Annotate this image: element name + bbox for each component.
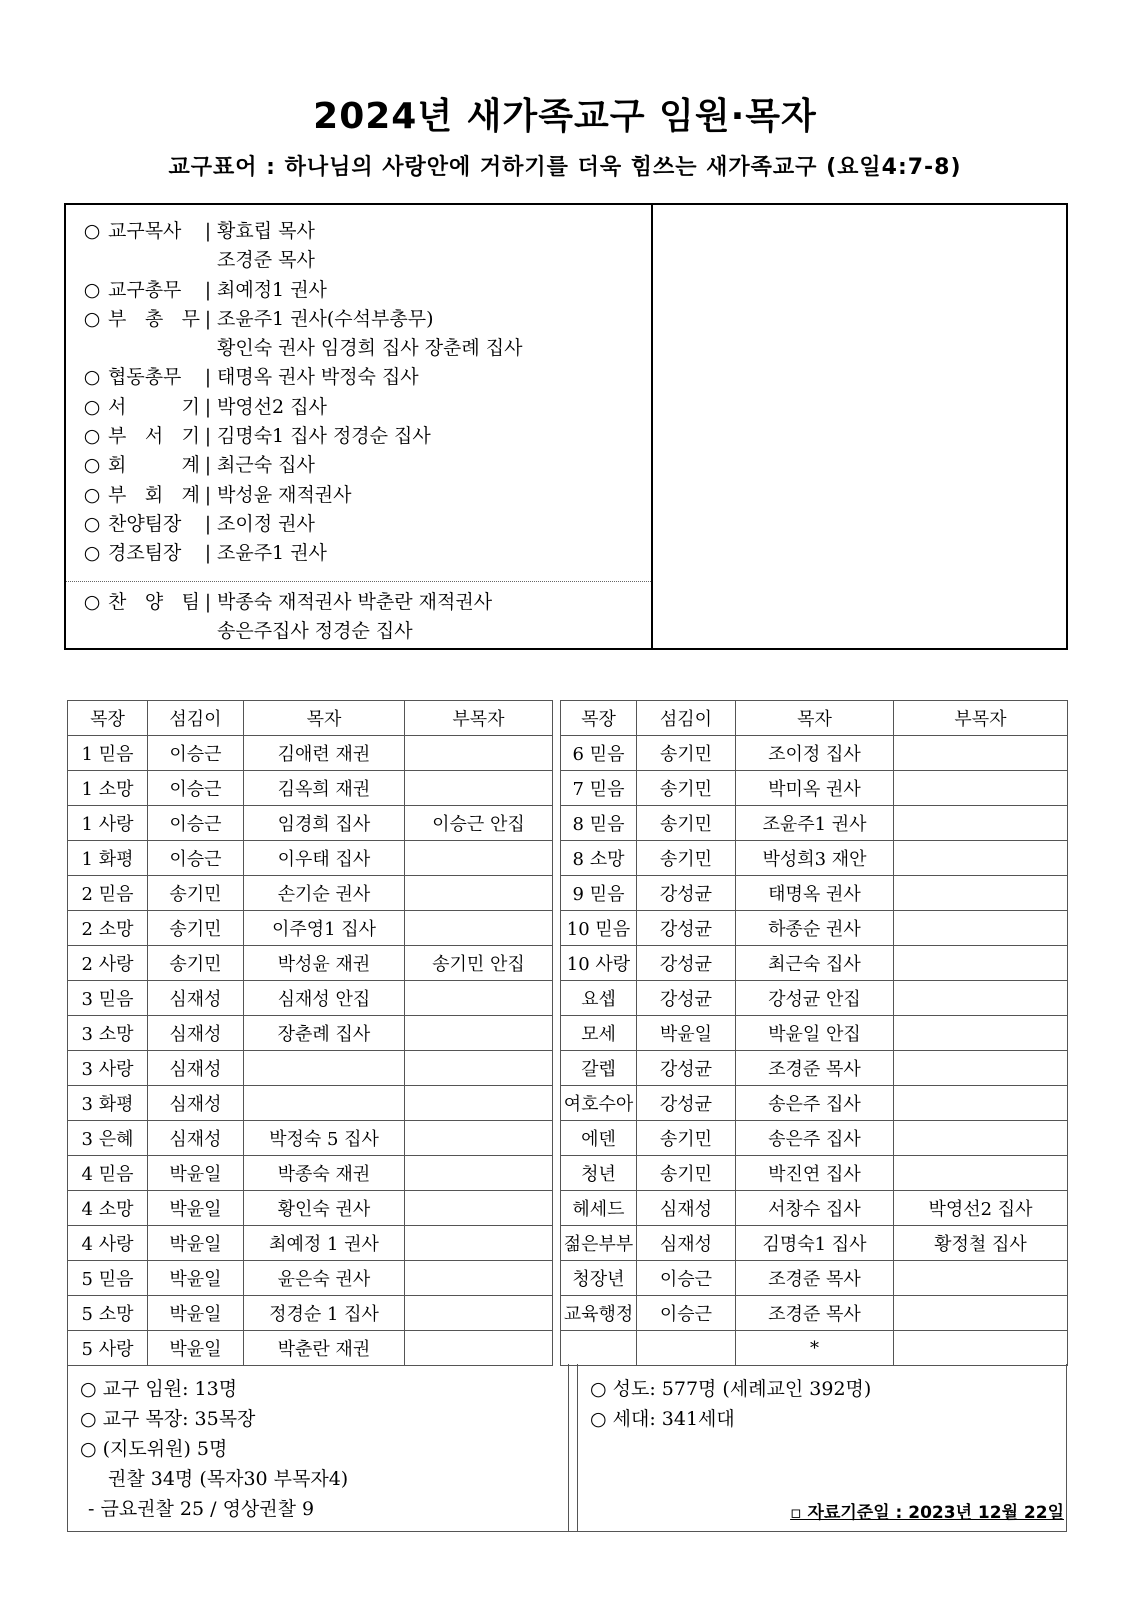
officer-row [80,305,645,334]
table-cell: 강성균 [637,1051,736,1086]
table-cell: 박윤일 [148,1331,244,1366]
table-cell: 10 믿음 [561,911,637,946]
column-gap [553,1051,561,1086]
table-cell: 이승근 [148,841,244,876]
separator: | [204,220,212,242]
table-cell: 5 소망 [68,1296,148,1331]
circle-icon: ○ [83,483,101,506]
table-cell: 심재성 [148,1086,244,1121]
table-cell [405,736,553,771]
table-cell: 박윤일 [148,1296,244,1331]
table-cell: 교육행정 [561,1296,637,1331]
table-cell: 7 믿음 [561,771,637,806]
officer-row [80,510,645,539]
table-cell: 송기민 [637,771,736,806]
table-cell: 강성균 [637,876,736,911]
table-cell: 심재성 [637,1226,736,1261]
summary-right [577,1364,1066,1531]
table-cell: 송기민 안집 [405,946,553,981]
officer-names: 태명옥 권사 박정숙 집사 [217,366,419,389]
separator: | [204,425,212,448]
table-row [68,1261,1068,1296]
table-cell: 강성균 [637,946,736,981]
table-cell: 황정철 집사 [894,1226,1068,1261]
column-gap [553,911,561,946]
table-header-row [68,701,1068,736]
officer-names: 박성윤 재적권사 [217,483,352,506]
table-cell [405,876,553,911]
table-cell [637,1331,736,1366]
table-cell [894,1121,1068,1156]
table-cell: 정경순 1 집사 [244,1296,405,1331]
table-row [68,771,1068,806]
table-cell: 송은주 집사 [736,1086,894,1121]
separator: | [204,454,212,477]
officer-role: 교구목사 [108,220,182,242]
table-cell: 모세 [561,1016,637,1051]
table-cell: 송기민 [637,841,736,876]
data-date-note: ▫ 자료기준일 : 2023년 12월 22일 [790,1503,1064,1523]
table-cell: 9 믿음 [561,876,637,911]
summary-left [68,1364,569,1531]
officers-box [64,203,1068,650]
column-gap [553,981,561,1016]
table-cell: 청년 [561,1156,637,1191]
officer-names: 송은주집사 정경순 집사 [217,620,413,643]
table-cell: 강성균 [637,911,736,946]
table-cell [405,1331,553,1366]
table-row [68,981,1068,1016]
table-cell: 2 소망 [68,911,148,946]
summary-box [67,1364,1067,1532]
table-row [68,806,1068,841]
table-cell: 6 믿음 [561,736,637,771]
table-cell [405,841,553,876]
table-cell: 박춘란 재권 [244,1331,405,1366]
table-cell: 4 소망 [68,1191,148,1226]
table-cell: 박윤일 [637,1016,736,1051]
table-cell: 3 은혜 [68,1121,148,1156]
column-gap [553,701,561,736]
table-cell: 심재성 안집 [244,981,405,1016]
table-cell [405,1086,553,1121]
separator: | [204,542,212,565]
table-row [68,736,1068,771]
table-cell: 강성균 안집 [736,981,894,1016]
dotted-divider [66,581,651,582]
column-gap [553,1226,561,1261]
table-cell [405,771,553,806]
table-cell: 박종숙 재권 [244,1156,405,1191]
column-gap [553,1331,561,1366]
table-cell: 조경준 목사 [736,1261,894,1296]
column-gap [553,1191,561,1226]
table-cell: 여호수아 [561,1086,637,1121]
table-cell: 조이정 집사 [736,736,894,771]
officer-row [80,481,645,510]
table-cell: 심재성 [148,981,244,1016]
table-cell: 1 화평 [68,841,148,876]
column-gap [553,1086,561,1121]
blank-panel [653,205,1066,648]
officer-row [80,246,645,275]
table-cell [405,981,553,1016]
table-cell: 2 사랑 [68,946,148,981]
table-cell: 1 믿음 [68,736,148,771]
table-cell: 5 믿음 [68,1261,148,1296]
officer-role: 경조팀장 [108,542,182,565]
column-header: 목장 [561,701,637,736]
table-cell: 박윤일 안집 [736,1016,894,1051]
officer-names: 박종숙 재적권사 박춘란 재적권사 [217,591,493,613]
table-row [68,1086,1068,1121]
table-cell [894,806,1068,841]
column-gap [553,1156,561,1191]
officer-names: 조윤주1 권사 [217,542,327,565]
officer-role: 회 계 [108,454,200,477]
table-cell [405,1051,553,1086]
circle-icon: ○ [83,425,101,448]
officer-row [80,334,645,363]
table-cell: 박미옥 권사 [736,771,894,806]
officer-role: 부 서 기 [108,425,200,448]
table-cell: 요셉 [561,981,637,1016]
table-row [68,1191,1068,1226]
separator: | [204,483,212,506]
column-gap [553,1261,561,1296]
officer-names: 조이정 권사 [217,512,315,535]
column-gap [553,771,561,806]
table-row [68,841,1068,876]
table-cell: 박진연 집사 [736,1156,894,1191]
officer-role: 부 회 계 [108,483,200,506]
table-row [68,1331,1068,1366]
page-subtitle: 교구표어 : 하나님의 사랑안에 거하기를 더욱 힘쓰는 새가족교구 (요일4:7-8) [168,155,962,180]
officer-role: 협동총무 [108,366,182,389]
table-cell [894,841,1068,876]
table-cell: 이승근 [148,806,244,841]
column-header: 섬김이 [148,701,244,736]
circle-icon: ○ [83,307,101,330]
table-cell: 송은주 집사 [736,1121,894,1156]
table-cell [894,981,1068,1016]
table-cell: 김애련 재권 [244,736,405,771]
table-cell: 송기민 [148,946,244,981]
table-cell [894,911,1068,946]
column-gap [553,806,561,841]
officer-row [80,451,645,480]
table-cell: 이우태 집사 [244,841,405,876]
table-cell [894,946,1068,981]
table-cell: 하종순 권사 [736,911,894,946]
table-cell [561,1331,637,1366]
column-gap [553,1296,561,1331]
officer-list [80,217,645,569]
officer-row [80,393,645,422]
table-cell: 젊은부부 [561,1226,637,1261]
officer-names: 황인숙 권사 임경희 집사 장춘례 집사 [217,337,523,360]
table-cell: 황인숙 권사 [244,1191,405,1226]
circle-icon: ○ [83,278,101,301]
table-cell [894,1261,1068,1296]
officer-role: 부 총 무 [108,307,200,330]
table-cell: 심재성 [148,1121,244,1156]
table-cell: 3 화평 [68,1086,148,1121]
table-cell: 이승근 [148,736,244,771]
table-cell: 조경준 목사 [736,1296,894,1331]
cell-group-table [67,700,1068,1366]
table-cell [405,1156,553,1191]
table-cell [405,1016,553,1051]
table-cell: 최근숙 집사 [736,946,894,981]
summary-line: - 금요권찰 25 / 영상권찰 9 [88,1498,315,1520]
summary-line: ○ 성도: 577명 (세례교인 392명) [590,1378,872,1400]
table-cell: 박영선2 집사 [894,1191,1068,1226]
table-cell [894,1331,1068,1366]
summary-line: ○ (지도위원) 5명 [80,1438,228,1460]
summary-line: ○ 교구 목장: 35목장 [80,1408,256,1430]
circle-icon: ○ [83,454,101,477]
officer-names: 김명숙1 집사 정경순 집사 [217,425,431,448]
separator: | [204,591,212,613]
table-cell: 박성윤 재권 [244,946,405,981]
table-cell [405,911,553,946]
separator: | [204,512,212,535]
column-gap [553,736,561,771]
table-cell: 3 소망 [68,1016,148,1051]
table-cell: 심재성 [637,1191,736,1226]
table-cell: 박윤일 [148,1156,244,1191]
table-cell [894,771,1068,806]
table-cell: 2 믿음 [68,876,148,911]
column-header: 섬김이 [637,701,736,736]
table-cell [894,1296,1068,1331]
officer-names: 박영선2 집사 [217,395,327,418]
officer-row [80,539,645,568]
officer-row [80,617,645,646]
officer-row [80,588,645,617]
officers-panel [66,205,653,648]
table-cell: 송기민 [637,806,736,841]
column-header: 부목자 [894,701,1068,736]
table-row [68,1226,1068,1261]
table-cell: 박윤일 [148,1191,244,1226]
table-cell: 3 믿음 [68,981,148,1016]
column-gap [553,1016,561,1051]
column-gap [553,876,561,911]
column-header: 목자 [244,701,405,736]
table-cell: 조경준 목사 [736,1051,894,1086]
table-cell: 박성희3 재안 [736,841,894,876]
table-cell [894,1156,1068,1191]
table-row [68,876,1068,911]
table-cell [405,1296,553,1331]
table-row [68,1156,1068,1191]
column-gap [553,841,561,876]
table-cell: 심재성 [148,1016,244,1051]
table-cell: 8 소망 [561,841,637,876]
table-cell: 임경희 집사 [244,806,405,841]
table-cell: 송기민 [637,1156,736,1191]
column-header: 목자 [736,701,894,736]
table-cell: 심재성 [148,1051,244,1086]
separator: | [204,278,212,301]
table-cell: 이승근 [148,771,244,806]
table-cell: 박윤일 [148,1261,244,1296]
summary-line: 권찰 34명 (목자30 부목자4) [108,1468,349,1490]
table-cell: 송기민 [637,736,736,771]
officer-names: 황효립 목사 [217,220,315,242]
table-cell: 박윤일 [148,1226,244,1261]
table-row [68,1121,1068,1156]
table-cell: 최예정 1 권사 [244,1226,405,1261]
column-gap [553,1121,561,1156]
officer-role: 찬양팀장 [108,512,182,535]
table-cell: 김옥희 재권 [244,771,405,806]
table-cell: 10 사랑 [561,946,637,981]
table-cell: 서창수 집사 [736,1191,894,1226]
table-row [68,911,1068,946]
table-cell [894,1016,1068,1051]
choir-list [80,588,645,647]
officer-names: 조윤주1 권사(수석부총무) [217,307,434,330]
circle-icon: ○ [83,512,101,535]
officer-role: 찬 양 팀 [108,591,200,613]
officer-row [80,422,645,451]
table-cell: 8 믿음 [561,806,637,841]
table-cell: 이주영1 집사 [244,911,405,946]
table-cell: 에덴 [561,1121,637,1156]
table-cell: 강성균 [637,981,736,1016]
officer-names: 조경준 목사 [217,249,315,272]
table-cell: 장춘례 집사 [244,1016,405,1051]
separator: | [204,307,212,330]
table-cell: 박정숙 5 집사 [244,1121,405,1156]
circle-icon: ○ [83,395,101,418]
table-cell [244,1051,405,1086]
table-cell [894,736,1068,771]
officer-row [80,363,645,392]
table-row [68,1016,1068,1051]
table-cell [894,876,1068,911]
table-cell: 송기민 [148,876,244,911]
table-cell [244,1086,405,1121]
table-cell: 송기민 [637,1121,736,1156]
table-cell: * [736,1331,894,1366]
table-cell: 송기민 [148,911,244,946]
table-cell: 갈렙 [561,1051,637,1086]
table-cell: 이승근 [637,1296,736,1331]
table-cell: 3 사랑 [68,1051,148,1086]
table-cell [405,1226,553,1261]
table-cell: 4 믿음 [68,1156,148,1191]
table-cell: 5 사랑 [68,1331,148,1366]
table-row [68,1051,1068,1086]
circle-icon: ○ [83,591,101,613]
table-cell: 김명숙1 집사 [736,1226,894,1261]
column-header: 목장 [68,701,148,736]
officer-names: 최예정1 권사 [217,278,327,301]
table-row [68,1296,1068,1331]
table-row [68,946,1068,981]
summary-line: ○ 세대: 341세대 [590,1408,735,1430]
table-cell: 이승근 [637,1261,736,1296]
officer-row [80,217,645,246]
officer-names: 최근숙 집사 [217,454,315,477]
table-cell: 조윤주1 권사 [736,806,894,841]
table-cell [405,1121,553,1156]
separator: | [204,395,212,418]
table-cell: 청장년 [561,1261,637,1296]
table-cell: 1 소망 [68,771,148,806]
table-cell [894,1086,1068,1121]
table-cell: 헤세드 [561,1191,637,1226]
table-cell: 강성균 [637,1086,736,1121]
circle-icon: ○ [83,366,101,389]
table-cell: 1 사랑 [68,806,148,841]
officer-role: 교구총무 [108,278,182,301]
column-header: 부목자 [405,701,553,736]
summary-line: ○ 교구 임원: 13명 [80,1378,238,1400]
table-cell: 윤은숙 권사 [244,1261,405,1296]
table-cell: 태명옥 권사 [736,876,894,911]
table-cell [894,1051,1068,1086]
officer-role: 서 기 [108,395,200,418]
table-cell: 4 사랑 [68,1226,148,1261]
circle-icon: ○ [83,220,101,242]
circle-icon: ○ [83,542,101,565]
table-cell: 손기순 권사 [244,876,405,911]
column-gap [553,946,561,981]
officer-row [80,276,645,305]
table-cell: 이승근 안집 [405,806,553,841]
table-cell [405,1191,553,1226]
page-title: 2024년 새가족교구 임원·목자 [313,96,817,137]
table-cell [405,1261,553,1296]
separator: | [204,366,212,389]
